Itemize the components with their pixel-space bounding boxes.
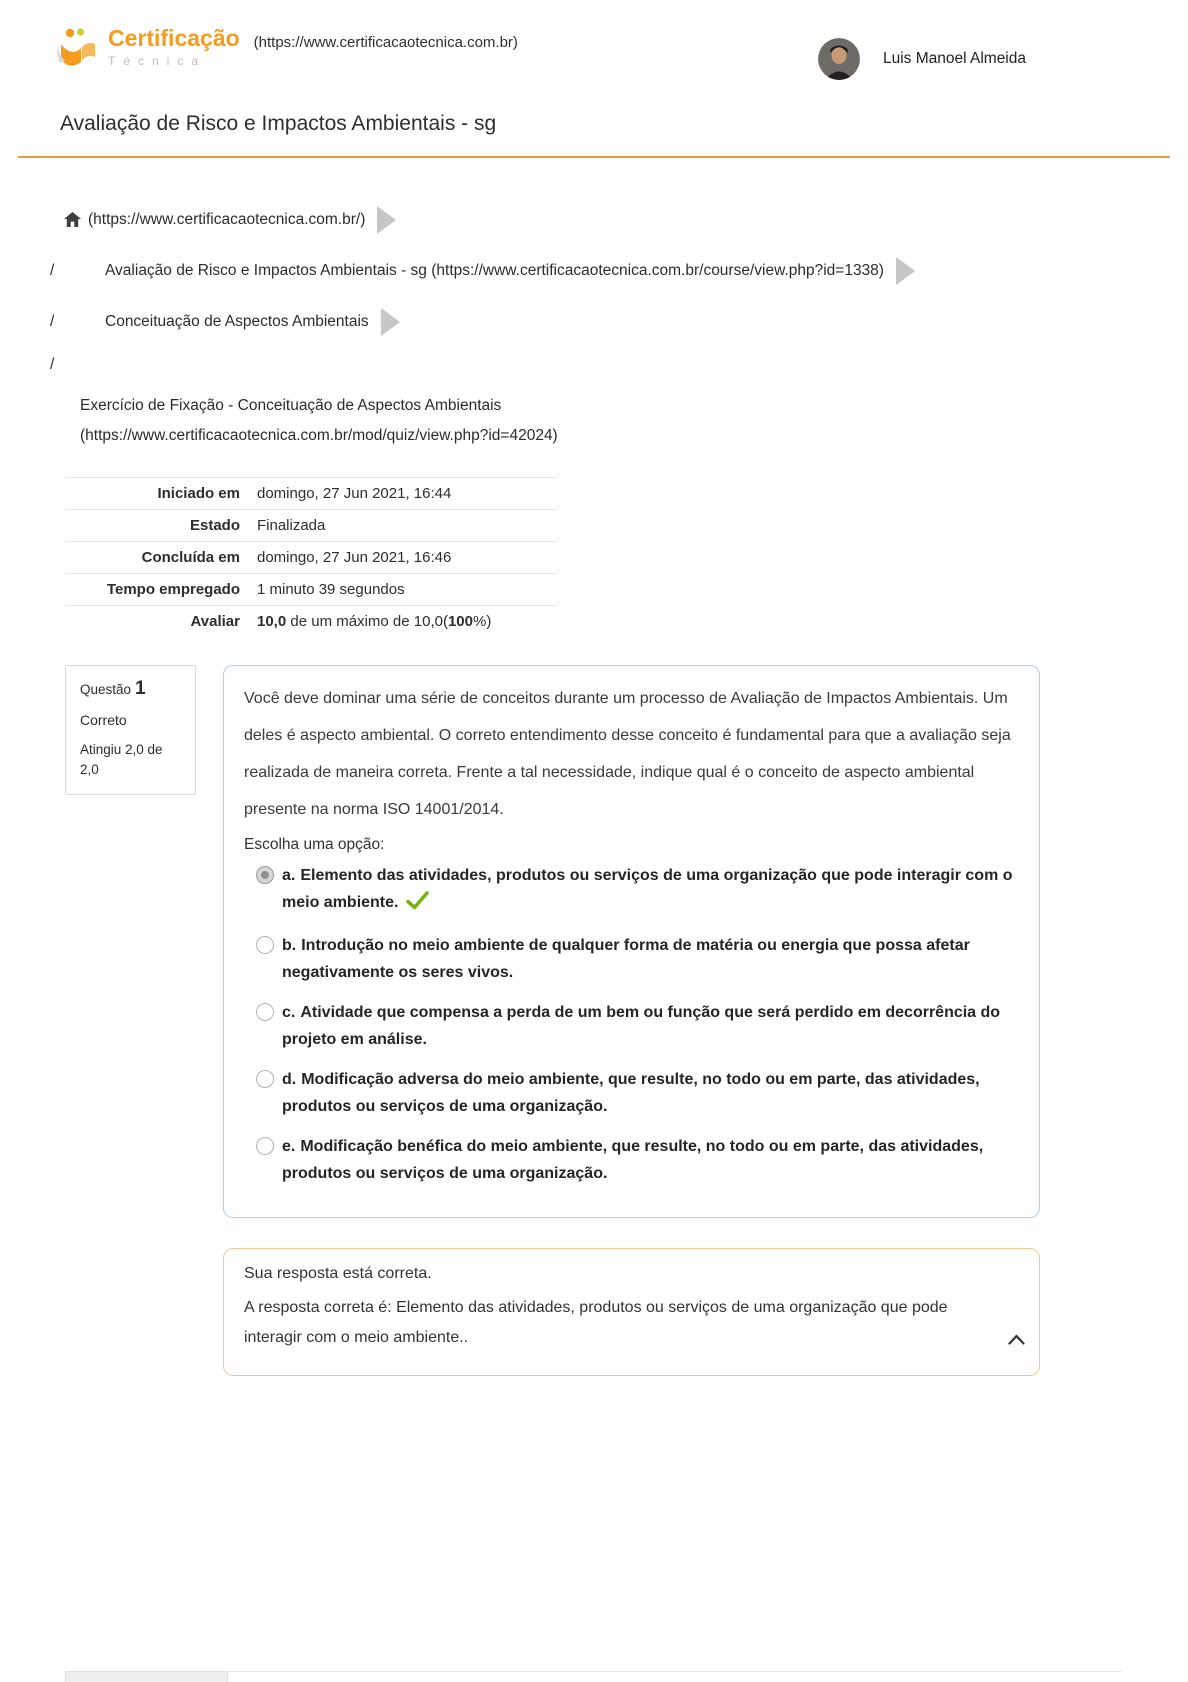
question-info-box — [65, 665, 196, 795]
next-question-border — [228, 1671, 1122, 1672]
breadcrumb-row — [0, 194, 1188, 245]
user-name: Luis Manoel Almeida — [882, 50, 1026, 67]
logo-text — [108, 26, 240, 68]
site-logo[interactable] — [55, 26, 240, 70]
summary-value: domingo, 27 Jun 2021, 16:44 — [257, 485, 452, 502]
page-title: Avaliação de Risco e Impactos Ambientais - sg — [60, 112, 497, 135]
question-number: Questão 1 — [80, 678, 146, 699]
radio-option-b[interactable] — [256, 936, 274, 954]
breadcrumb-arrow-icon — [896, 257, 915, 285]
feedback-status: Sua resposta está correta. — [244, 1265, 432, 1282]
quiz-link-url[interactable]: (https://www.certificacaotecnica.com.br/mod/quiz/view.php?id=42024) — [80, 427, 558, 444]
site-header — [0, 0, 1188, 80]
radio-option-e[interactable] — [256, 1137, 274, 1155]
summary-row-completed — [65, 542, 557, 574]
next-question-edge — [65, 1671, 228, 1682]
option-label: c. Atividade que compensa a perda de um bem ou função que será perdido em decorrência do projeto em análise. — [282, 1004, 1001, 1048]
summary-label: Concluída em — [141, 549, 240, 566]
breadcrumb-home-link[interactable]: (https://www.certificacaotecnica.com.br/) — [88, 210, 366, 228]
answer-option-b[interactable] — [244, 932, 1015, 986]
radio-option-c[interactable] — [256, 1003, 274, 1021]
site-url-link[interactable]: (https://www.certificacaotecnica.com.br) — [253, 34, 518, 51]
answer-option-c[interactable] — [244, 999, 1015, 1053]
breadcrumb-section-link[interactable]: Conceituação de Aspectos Ambientais — [105, 312, 369, 330]
answer-option-a[interactable] — [244, 862, 1015, 919]
summary-value: domingo, 27 Jun 2021, 16:46 — [257, 549, 452, 566]
collapse-chevron-icon[interactable] — [1008, 1334, 1025, 1345]
radio-option-a[interactable] — [256, 866, 274, 884]
summary-row-state — [65, 510, 557, 542]
question-state: Correto — [80, 712, 127, 728]
answer-option-d[interactable] — [244, 1066, 1015, 1120]
option-label: d. Modificação adversa do meio ambiente, que resulte, no todo ou em parte, das atividades, produtos ou serviços de uma organização. — [282, 1071, 980, 1115]
feedback-correct-answer: A resposta correta é: Elemento das atividades, produtos ou serviços de uma organização que pode interagir com o meio ambiente.. — [244, 1299, 948, 1346]
radio-option-d[interactable] — [256, 1070, 274, 1088]
summary-label: Tempo empregado — [106, 581, 240, 598]
logo-icon — [55, 26, 99, 70]
quiz-link[interactable] — [80, 391, 1188, 451]
summary-row-time — [65, 574, 557, 606]
breadcrumb-arrow-icon — [377, 206, 396, 234]
breadcrumb-separator: / — [50, 356, 55, 373]
logo-title: Certificação — [108, 25, 240, 51]
breadcrumb-row — [0, 347, 1188, 383]
quiz-link-title[interactable]: Exercício de Fixação - Conceituação de Aspectos Ambientais — [80, 397, 502, 414]
breadcrumb-separator: / — [50, 261, 55, 279]
question-content-box — [223, 665, 1040, 1218]
question-text: Você deve dominar uma série de conceitos durante um processo de Avaliação de Impactos Ambientais. Um deles é aspecto ambiental. O correto entendimento desse conceito é fundamental para que a avaliação seja realizada de maneira correta. Frente a tal necessidade, indique qual é o conceito de aspecto ambiental presente na norma ISO 14001/2014. — [244, 690, 1011, 818]
option-label: a. Elemento das atividades, produtos ou serviços de uma organização que pode interagir com o meio ambiente. — [282, 862, 1015, 919]
home-icon[interactable] — [64, 212, 81, 227]
breadcrumb-course-link[interactable]: Avaliação de Risco e Impactos Ambientais - sg (https://www.certificacaotecnica.com.br/course/view.php?id=1338) — [105, 261, 884, 279]
summary-label: Iniciado em — [157, 485, 240, 502]
breadcrumb-arrow-icon — [381, 308, 400, 336]
summary-value: 1 minuto 39 segundos — [257, 581, 405, 598]
summary-row-grade — [65, 606, 557, 638]
answer-option-e[interactable] — [244, 1133, 1015, 1187]
attempt-summary-table — [65, 477, 557, 637]
option-label: b. Introdução no meio ambiente de qualquer forma de matéria ou energia que possa afetar negativamente os seres vivos. — [282, 937, 970, 981]
question-grade: Atingiu 2,0 de 2,0 — [80, 742, 163, 777]
logo-subtitle: Técnica — [108, 54, 207, 68]
correct-check-icon — [406, 891, 429, 919]
breadcrumb — [0, 194, 1188, 383]
breadcrumb-row — [0, 296, 1188, 347]
answer-options — [244, 862, 1015, 1187]
answer-prompt: Escolha uma opção: — [244, 836, 385, 853]
summary-label: Avaliar — [190, 613, 240, 630]
breadcrumb-row — [0, 245, 1188, 296]
summary-value: Finalizada — [257, 517, 326, 534]
summary-label: Estado — [189, 517, 240, 534]
orange-divider — [18, 156, 1170, 158]
user-menu[interactable] — [818, 38, 1026, 80]
avatar[interactable] — [818, 38, 860, 80]
breadcrumb-separator: / — [50, 312, 55, 330]
summary-row-started — [65, 478, 557, 510]
question-1 — [0, 665, 1188, 1218]
summary-value: 10,0 de um máximo de 10,0(100%) — [257, 613, 492, 630]
feedback-box — [223, 1248, 1040, 1376]
option-label: e. Modificação benéfica do meio ambiente, que resulte, no todo ou em parte, das atividades, produtos ou serviços de uma organização. — [282, 1138, 984, 1182]
